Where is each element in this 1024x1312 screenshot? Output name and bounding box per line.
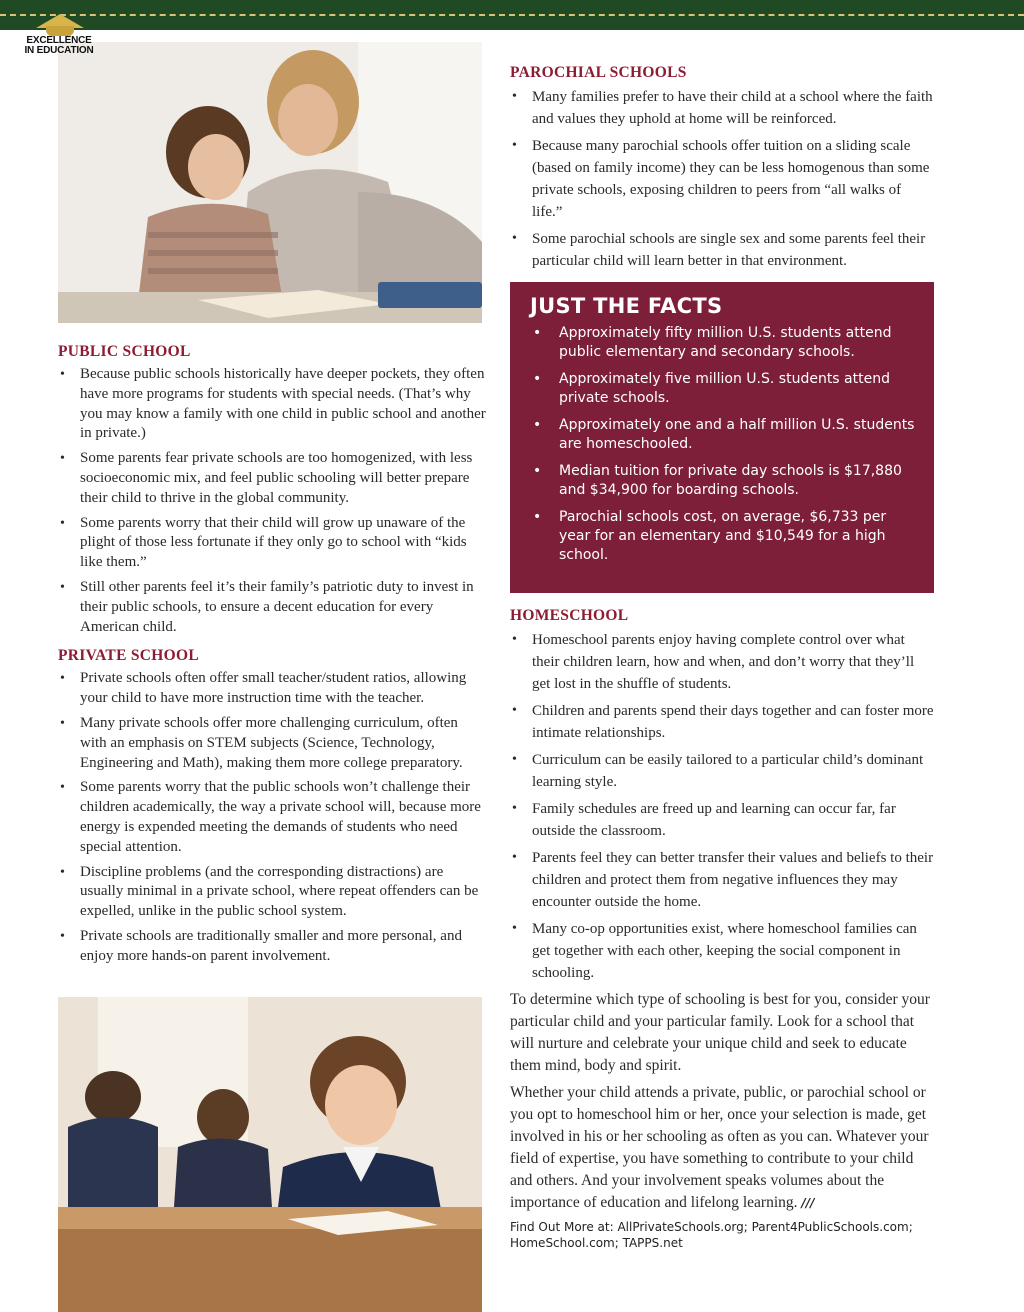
- logo-line-1: EXCELLENCE: [26, 35, 92, 46]
- parochial-schools-heading: PAROCHIAL SCHOOLS: [510, 64, 687, 81]
- logo-text: [14, 36, 104, 56]
- list-item: • Some parents fear private schools are too homogenized, with less socioeconomic mix, and feel public schooling will better prepare their child to thrive in the global community.: [58, 449, 486, 508]
- closing-paragraph-1: To determine which type of schooling is best for you, consider your particular child and your particular family. Look for a school that will nurture and celebrate your unique child and seek to educate them mind, body and spirit.: [510, 991, 930, 1074]
- top-band: [0, 0, 1024, 30]
- list-item: • Many families prefer to have their child at a school where the faith and values they uphold at home will be reinforced.: [510, 86, 934, 130]
- public-school-list: [58, 365, 486, 637]
- homeschool-heading: HOMESCHOOL: [510, 607, 629, 624]
- homeschool-list: [510, 629, 934, 984]
- list-item: • Some parents worry that their child will grow up unaware of the plight of those less fortunate if they only go to school with “kids like them.”: [58, 514, 486, 573]
- public-school-heading: PUBLIC SCHOOL: [58, 343, 191, 360]
- list-item: • Family schedules are freed up and learning can occur far, far outside the classroom.: [510, 798, 934, 842]
- excellence-in-education-logo: [14, 14, 104, 60]
- just-the-facts-heading: JUST THE FACTS: [530, 294, 723, 318]
- list-item: • Curriculum can be easily tailored to a particular child’s dominant learning style.: [510, 749, 934, 793]
- closing-paragraph-2-text: Whether your child attends a private, public, or parochial school or you opt to homeschool him or her, once your selection is made, get involved in his or her schooling as often as you can. Whatever your field of expertise, you have something to contribute to your child and others. And your involvement speaks volumes about the importance of education and lifelong learning.: [510, 1084, 929, 1211]
- list-item: • Approximately five million U.S. students attend private schools.: [530, 370, 916, 408]
- find-out-more: Find Out More at: AllPrivateSchools.org; Parent4PublicSchools.com; HomeSchool.com; TAPPS.net: [510, 1220, 913, 1250]
- list-item: • Homeschool parents enjoy having complete control over what their children learn, how and when, and don’t worry that they’ll get lost in the shuffle of students.: [510, 629, 934, 695]
- list-item: • Many private schools offer more challenging curriculum, often with an emphasis on STEM subjects (Science, Technology, Engineering and Math), making them more college preparatory.: [58, 714, 486, 773]
- list-item: • Approximately one and a half million U.S. students are homeschooled.: [530, 416, 916, 454]
- list-item: • Because many parochial schools offer tuition on a sliding scale (based on family income) they can be less homogenous than some private schools, exposing children to peers from “all walks of life.”: [510, 135, 934, 223]
- photo-mother-helping-daughter-read: [58, 42, 482, 323]
- parochial-schools-list: [510, 86, 934, 272]
- list-item: • Private schools often offer small teacher/student ratios, allowing your child to have more instruction time with the teacher.: [58, 669, 486, 709]
- list-item: • Parents feel they can better transfer their values and beliefs to their children and protect them from negative influences they may encounter outside the home.: [510, 847, 934, 913]
- top-band-dashes: [0, 14, 1024, 16]
- list-item: • Median tuition for private day schools is $17,880 and $34,900 for boarding schools.: [530, 462, 916, 500]
- closing-paragraph-2: [510, 1082, 934, 1214]
- list-item: • Approximately fifty million U.S. students attend public elementary and secondary schools.: [530, 324, 916, 362]
- facts-list: [530, 324, 916, 565]
- list-item: • Private schools are traditionally smaller and more personal, and enjoy more hands-on parent involvement.: [58, 927, 486, 967]
- right-column: [510, 64, 934, 1251]
- photo-smiling-boy-at-school-desk: [58, 997, 482, 1312]
- list-item: • Many co-op opportunities exist, where homeschool families can get together with each other, keeping the social component in schooling.: [510, 918, 934, 984]
- just-the-facts-box: [510, 282, 934, 593]
- list-item: • Parochial schools cost, on average, $6,733 per year for an elementary and $10,549 for a high school.: [530, 508, 916, 565]
- private-school-list: [58, 669, 486, 966]
- list-item: • Because public schools historically have deeper pockets, they often have more programs for students with special needs. (That’s why you may know a family with one child in public school and another in private.): [58, 365, 486, 444]
- list-item: • Discipline problems (and the corresponding distractions) are usually minimal in a private school, where repeat offenders can be expelled, unlike in the public school system.: [58, 863, 486, 922]
- photo-top-illustration: [58, 42, 482, 323]
- photo-bottom-illustration: [58, 997, 482, 1312]
- list-item: • Some parochial schools are single sex and some parents feel their particular child will learn better in that environment.: [510, 228, 934, 272]
- list-item: • Some parents worry that the public schools won’t challenge their children academically, the way a private school will, because more energy is expended meeting the demands of students who need special attention.: [58, 778, 486, 857]
- list-item: • Still other parents feel it’s their family’s patriotic duty to invest in their public schools, to ensure a decent education for every American child.: [58, 578, 486, 637]
- logo-line-2: IN EDUCATION: [24, 45, 94, 56]
- end-mark: ///: [801, 1196, 815, 1210]
- left-column: [58, 343, 486, 972]
- list-item: • Children and parents spend their days together and can foster more intimate relationships.: [510, 700, 934, 744]
- private-school-heading: PRIVATE SCHOOL: [58, 647, 200, 665]
